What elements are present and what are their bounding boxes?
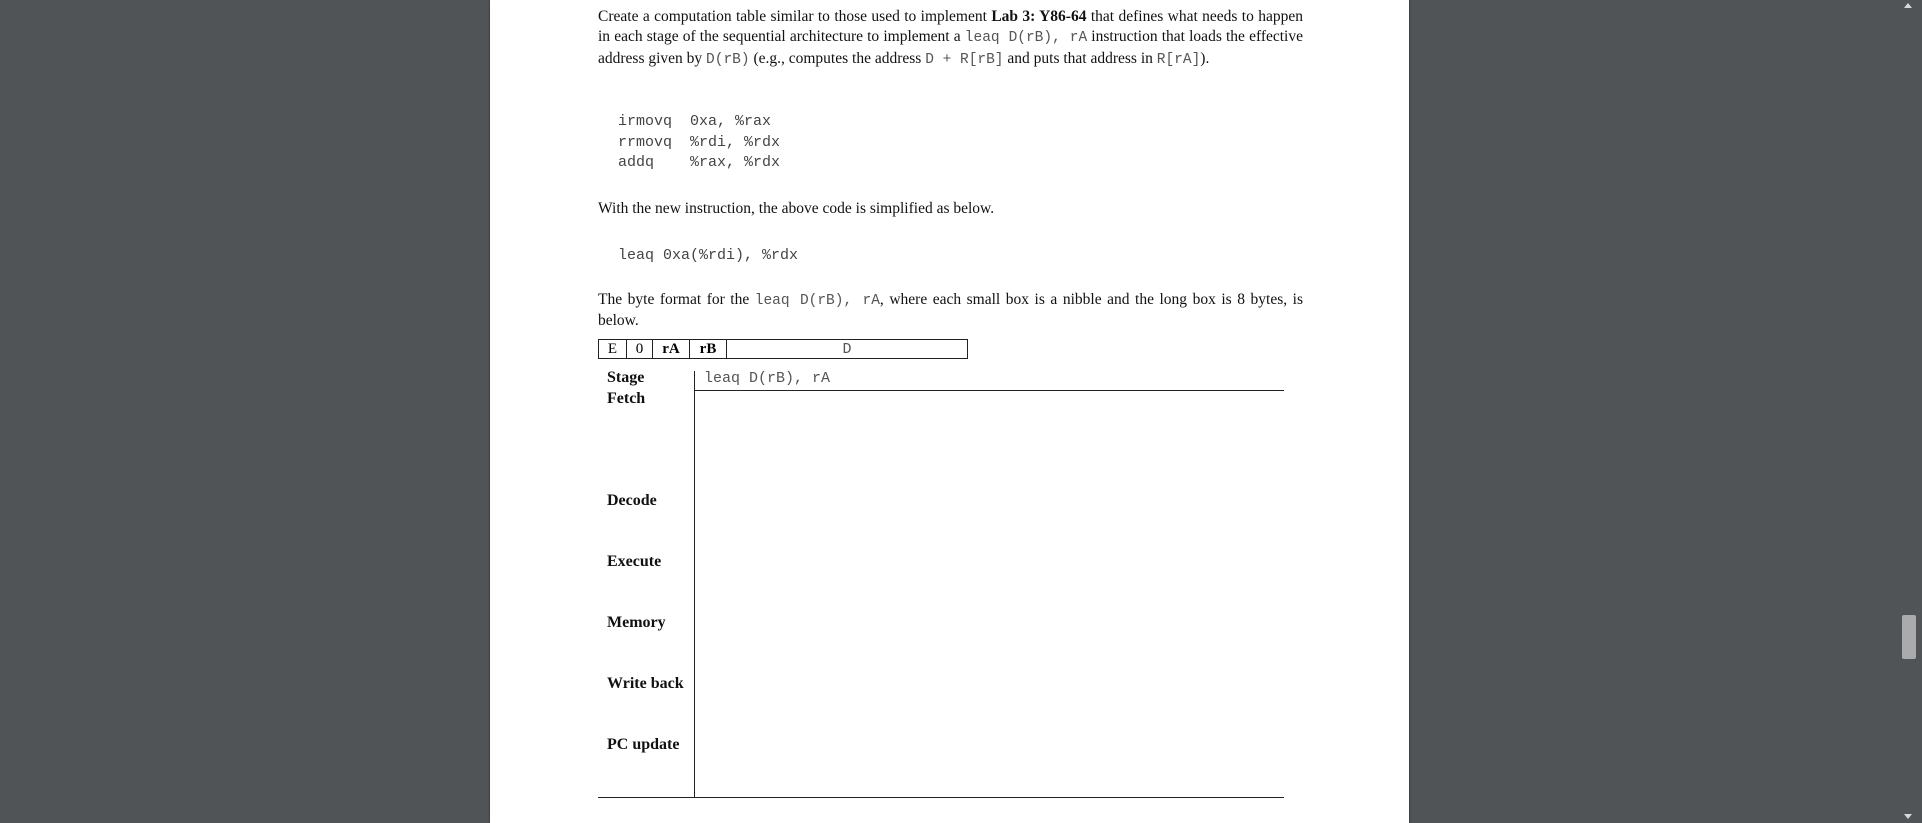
- stage-header: Stage: [607, 369, 645, 386]
- code-line: irmovq 0xa, %rax: [618, 113, 772, 130]
- code-line: addq %rax, %rdx: [618, 154, 781, 171]
- stage-decode: Decode: [607, 492, 657, 509]
- byte-cell-ra: rA: [653, 340, 690, 358]
- scroll-down-arrow-icon[interactable]: [1904, 814, 1912, 819]
- scrollbar-thumb[interactable]: [1902, 615, 1916, 659]
- text: The byte format for the: [598, 291, 755, 308]
- inline-code: leaq D(rB), rA: [754, 293, 880, 309]
- code-block-simplified: leaq 0xa(%rdi), %rdx: [618, 247, 799, 264]
- intro-paragraph: [598, 7, 1303, 70]
- inline-code: leaq D(rB), rA: [964, 30, 1088, 47]
- lab-reference: Lab 3: Y86-64: [991, 8, 1087, 25]
- text: that defines what needs to happen in each stage of the sequential architecture to implement a: [598, 8, 1303, 46]
- inline-code: R[rA]: [1156, 51, 1201, 68]
- pdf-page: [490, 0, 1409, 823]
- text: instruction that loads the effective address given by: [598, 28, 1303, 67]
- simplified-paragraph: With the new instruction, the above code is simplified as below.: [598, 200, 995, 217]
- stage-computation-table: [598, 369, 1284, 798]
- stage-pc-update: PC update: [607, 736, 680, 753]
- text: and puts that address in: [1003, 49, 1157, 67]
- scroll-up-arrow-icon[interactable]: [1904, 3, 1912, 8]
- vertical-scrollbar[interactable]: [1898, 0, 1922, 823]
- inline-code: D(rB): [706, 51, 750, 68]
- byte-cell-d: D: [842, 341, 852, 358]
- byte-cell-ifun: 0: [627, 340, 653, 358]
- text: (e.g., computes the address: [749, 49, 926, 67]
- code-line: rrmovq %rdi, %rdx: [618, 133, 781, 151]
- inline-code: D + R[rB]: [925, 51, 1004, 68]
- table-bottom-rule: [598, 797, 1284, 798]
- stage-memory: Memory: [607, 614, 666, 631]
- stage-write-back: Write back: [607, 675, 684, 692]
- text: ).: [1200, 49, 1210, 67]
- byte-format-diagram: [598, 339, 968, 359]
- byte-cell-icode: E: [599, 340, 627, 358]
- table-divider: [694, 371, 695, 798]
- instruction-header: leaq D(rB), rA: [704, 370, 831, 387]
- stage-fetch: Fetch: [607, 390, 646, 407]
- text: , where each small box is a nibble and the long box is 8 bytes, is below.: [598, 291, 1303, 330]
- stage-execute: Execute: [607, 553, 662, 570]
- byte-format-paragraph: [598, 290, 1303, 332]
- byte-cell-rb: rB: [690, 340, 727, 358]
- table-header-rule: [694, 390, 1284, 391]
- code-block-original: [618, 112, 780, 174]
- text: Create a computation table similar to those used to implement: [598, 8, 992, 25]
